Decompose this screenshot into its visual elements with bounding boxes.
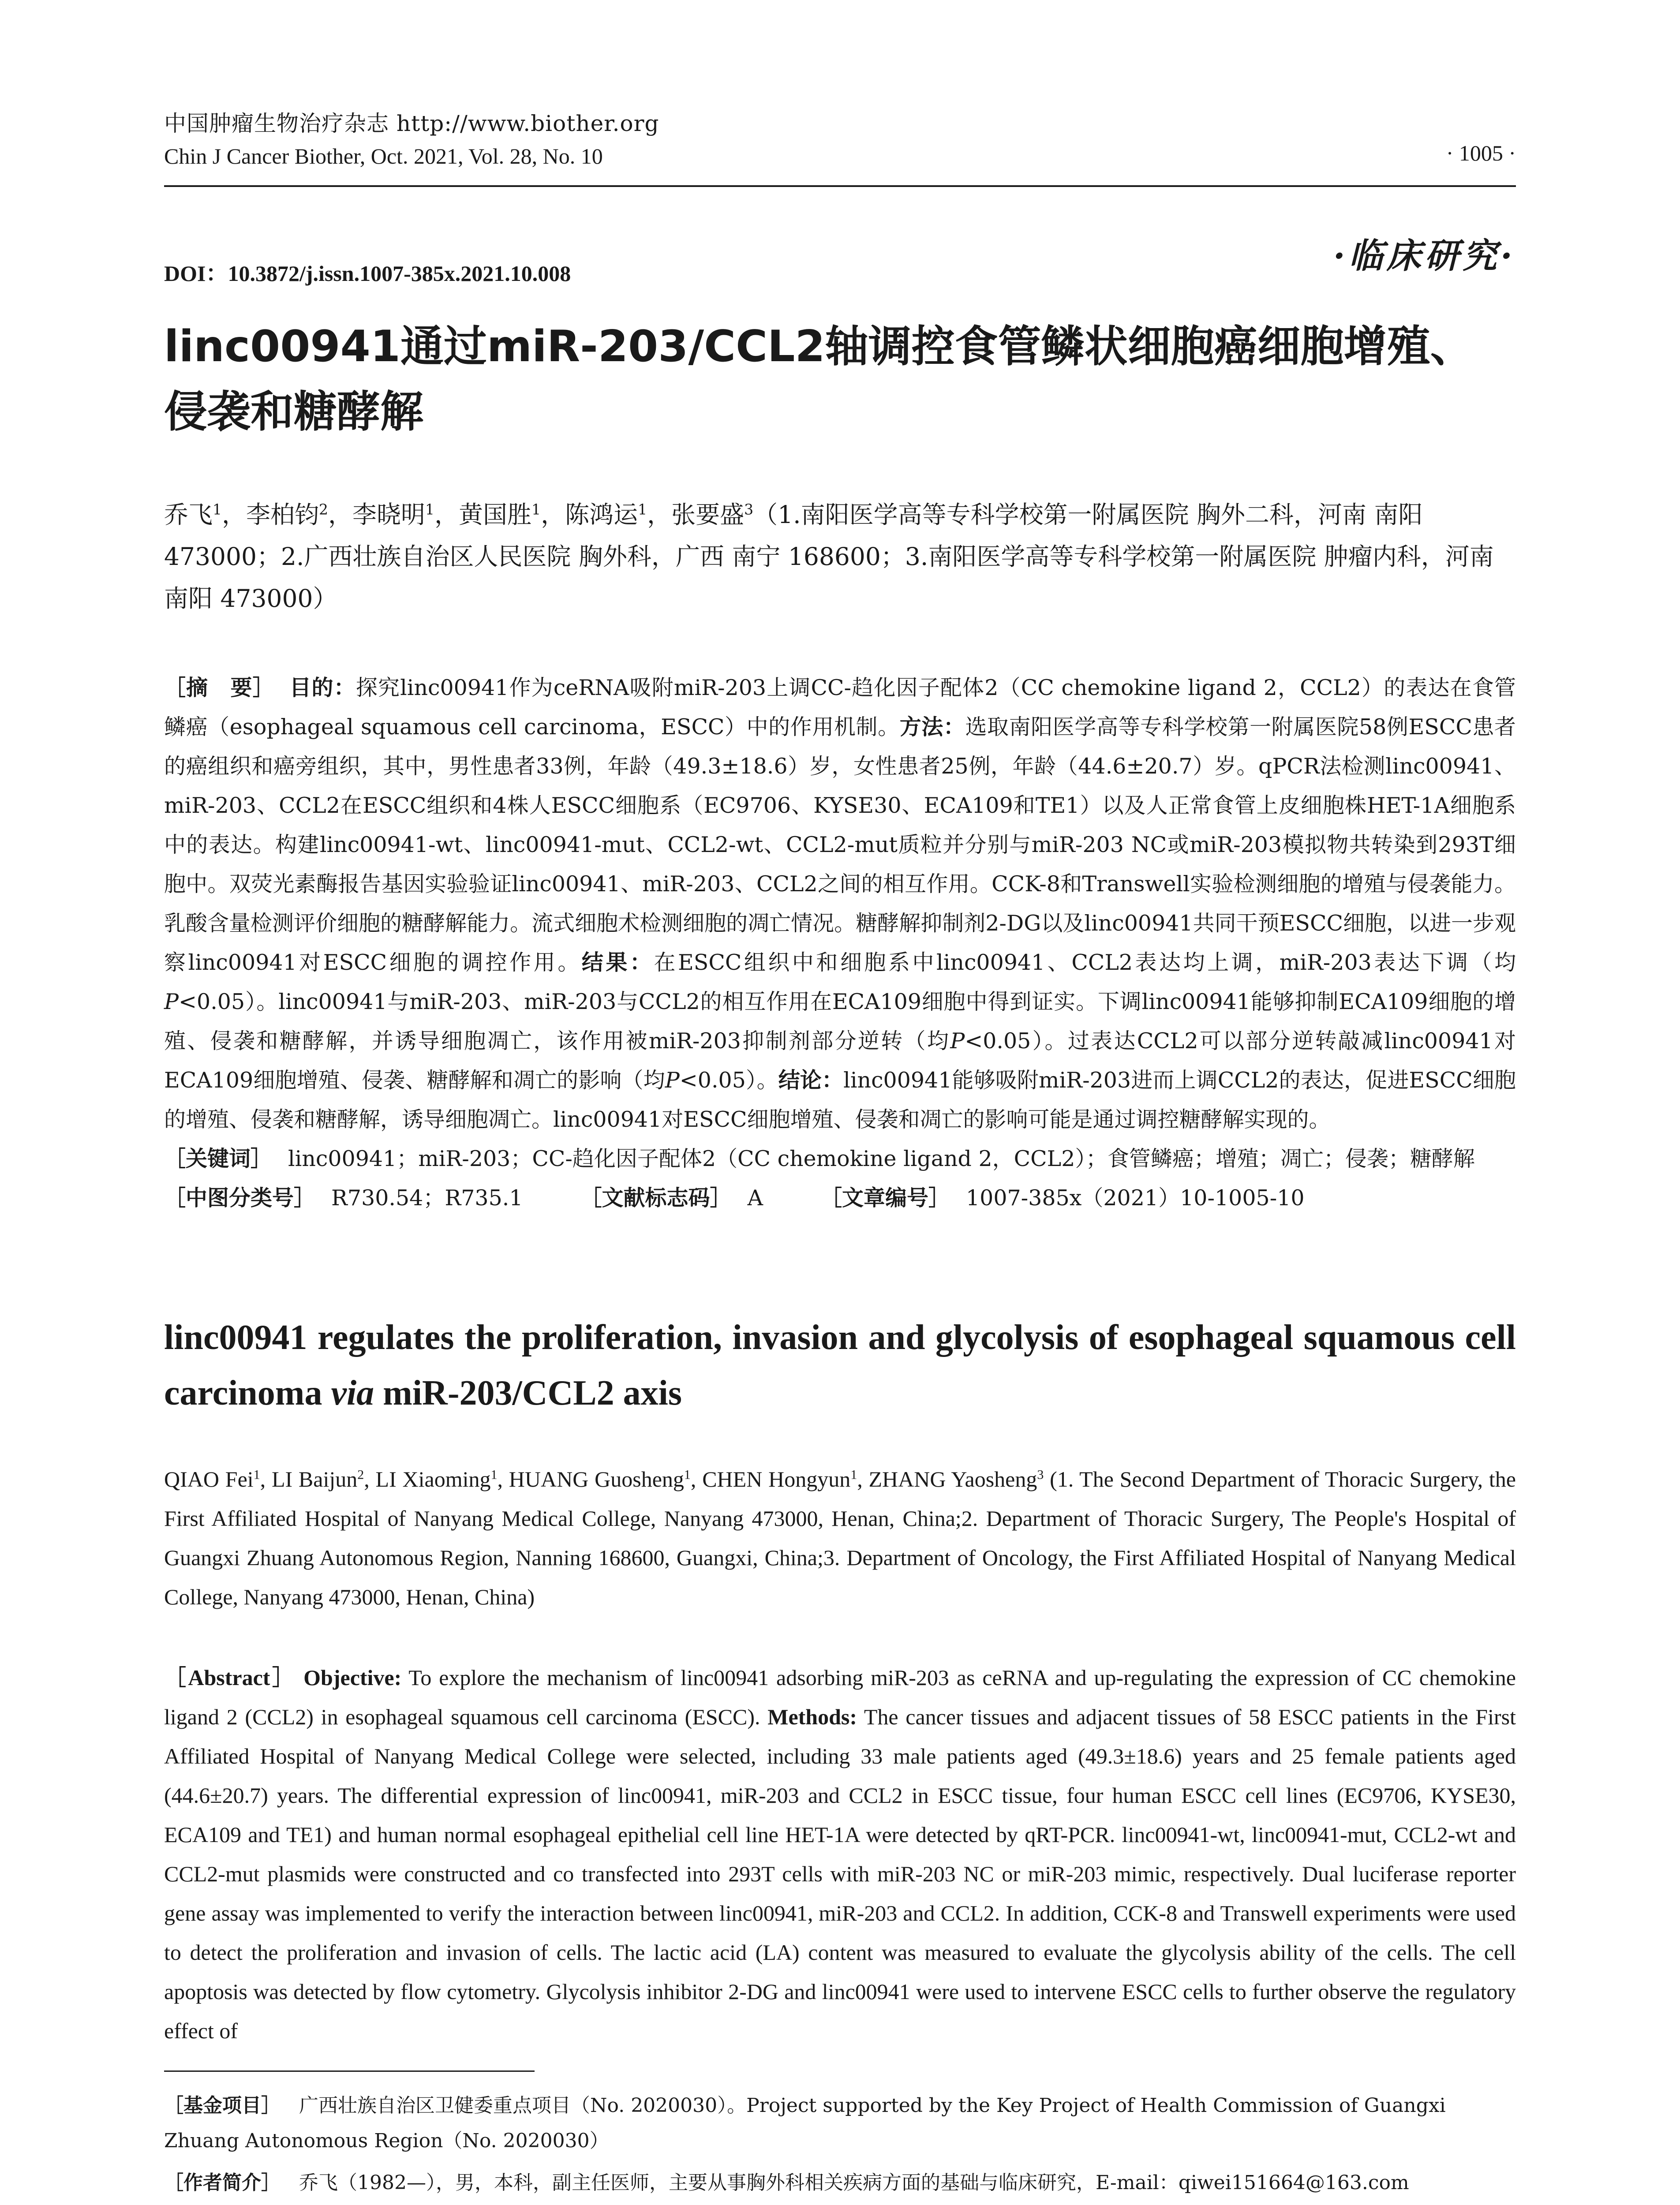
results-text: 在ESCC组织中和细胞系中linc00941、CCL2表达均上调，miR-203表达下调（均: [654, 950, 1516, 975]
page-number: · 1005 ·: [1446, 141, 1516, 165]
affiliation-mark: 1: [638, 501, 647, 518]
footnote-funding: [164, 2088, 1516, 2159]
conclusion-text: linc00941能够吸附miR-203进而上调CCL2的表达，促进ESCC细胞的增殖、侵袭和糖酵解，诱导细胞凋亡。linc00941对ESCC细胞增殖、侵袭和凋亡的影响可能是通过调控糖酵解实现的。: [164, 1068, 1516, 1132]
title-en-text: linc00941 regulates the proliferation, invasion and glycolysis of esophageal squamous cell carcinoma: [164, 1318, 1516, 1413]
doc-code-label: ［文献标志码］: [580, 1185, 732, 1211]
p-symbol: P: [950, 1028, 965, 1054]
doi: DOI：10.3872/j.issn.1007-385x.2021.10.008: [164, 261, 571, 286]
results-text: <0.05）。过表达CCL2可以部分逆转敲减linc00941对ECA109细胞增殖、侵袭、糖酵解和凋亡的影响（均: [164, 1028, 1516, 1093]
footnote-author-bio: [164, 2165, 1516, 2201]
author-bio-label: ［作者简介］: [164, 2171, 281, 2194]
author: , HUANG Guosheng: [497, 1467, 684, 1491]
methods-heading-en: Methods:: [767, 1704, 857, 1729]
objective-text: 探究linc00941作为ceRNA吸附miR-203上调CC-趋化因子配体2（CC chemokine ligand 2，CCL2）的表达在食管鳞癌（esophageal squamous cell carcinoma，ESCC）中的作用机制。: [164, 675, 1516, 740]
abstract-cn-label: ［摘 要］: [164, 675, 275, 700]
affiliation-mark: 3: [744, 501, 754, 518]
author: ，黄国胜: [434, 501, 532, 529]
author: QIAO Fei: [164, 1467, 254, 1491]
affiliation-mark: 2: [319, 501, 329, 518]
authors-cn: [164, 494, 1516, 620]
journal-header-en: Chin J Cancer Biother, Oct. 2021, Vol. 28, No. 10: [164, 144, 603, 168]
author: , CHEN Hongyun: [690, 1467, 851, 1491]
methods-text-en: The cancer tissues and adjacent tissues of 58 ESCC patients in the First Affiliated Hospital of Nanyang Medical College were selected, including 33 male patients aged (49.3±18.6) years and 25 female patients aged (44.6±20.7) years. The differential expression of linc00941, miR-203 and CCL2 in ESCC tissue, four human ESCC cell lines (EC9706, KYSE30, ECA109 and TE1) and human normal esophageal epithelial cell line HET-1A were detected by qRT-PCR. linc00941-wt, linc00941-mut, CCL2-wt and CCL2-mut plasmids were constructed and co transfected into 293T cells with miR-203 NC or miR-203 mimic, respectively. Dual luciferase reporter gene assay was implemented to verify the interaction between linc00941, miR-203 and CCL2. In addition, CCK-8 and Transwell experiments were used to detect the proliferation and invasion of cells. The lactic acid (LA) content was measured to evaluate the glycolysis ability of the cells. The cell apoptosis was detected by flow cytometry. Glycolysis inhibitor 2-DG and linc00941 were used to intervene ESCC cells to further observe the regulatory effect of: [164, 1704, 1516, 2043]
title-en-text: miR-203/CCL2 axis: [374, 1374, 682, 1413]
methods-heading: 方法：: [899, 714, 965, 740]
article-no-label: ［文章编号］: [820, 1185, 950, 1211]
funding-text: 广西壮族自治区卫健委重点项目（No. 2020030）。Project supported by the Key Project of Health Commission of Guangxi Zhuang Autonomous Region（No. 2020030）: [164, 2094, 1446, 2152]
author: , LI Baijun: [260, 1467, 358, 1491]
keywords-label: ［关键词］: [164, 1146, 273, 1171]
abstract-en-label: ［Abstract］: [164, 1665, 296, 1690]
affiliation-mark: 1: [850, 1467, 857, 1482]
results-text: <0.05）。linc00941与miR-203、miR-203与CCL2的相互作用在ECA109细胞中得到证实。下调linc00941能够抑制ECA109细胞的增殖、侵袭和糖酵解，并诱导细胞凋亡，该作用被miR-203抑制剂部分逆转（均: [164, 989, 1516, 1054]
column-label: ·临床研究·: [1333, 236, 1516, 276]
affiliation-mark: 2: [357, 1467, 364, 1482]
affiliation-mark: 3: [1037, 1467, 1044, 1482]
authors-en: [164, 1460, 1516, 1617]
objective-heading-en: Objective:: [303, 1665, 402, 1690]
affiliations-en: (1. The Second Department of Thoracic Surgery, the First Affiliated Hospital of Nanyang Medical College, Nanyang 473000, Henan, China;2. Department of Thoracic Surgery, The People's Hospital of Guangxi Zhuang Autonomous Region, Nanning 168600, Guangxi, China;3. Department of Oncology, the First Affiliated Hospital of Nanyang Medical College, Nanyang 473000, Henan, China): [164, 1467, 1516, 1609]
title-en: [164, 1310, 1516, 1421]
author: ，张要盛: [647, 501, 745, 529]
abstract-en: [164, 1658, 1516, 2051]
objective-text-en: To explore the mechanism of linc00941 adsorbing miR-203 as ceRNA and up-regulating the expression of CC chemokine ligand 2 (CCL2) in esophageal squamous cell carcinoma (ESCC).: [164, 1665, 1516, 1729]
affiliation-mark: 1: [253, 1467, 260, 1482]
footnote-rule: [164, 2070, 535, 2072]
affiliations-cn: （1.南阳医学高等专科学校第一附属医院 胸外二科，河南 南阳 473000；2.广西壮族自治区人民医院 胸外科，广西 南宁 168600；3.南阳医学高等专科学校第一附属医院 肿瘤内科，河南 南阳 473000）: [164, 501, 1494, 613]
title-cn: linc00941通过miR-203/CCL2轴调控食管鳞状细胞癌细胞增殖、侵袭和糖酵解: [164, 321, 1474, 437]
title-en-via: via: [331, 1374, 374, 1413]
abstract-cn-body: [164, 668, 1516, 1139]
author-bio-text: 乔飞（1982—），男，本科，副主任医师，主要从事胸外科相关疾病方面的基础与临床研究，E-mail：qiwei151664@163.com: [299, 2171, 1409, 2194]
results-heading: 结果：: [581, 949, 654, 975]
author: ，李柏钧: [222, 501, 319, 529]
funding-label: ［基金项目］: [164, 2094, 281, 2117]
doc-code-value: A: [747, 1185, 763, 1211]
keywords-text: linc00941；miR-203；CC-趋化因子配体2（CC chemokine ligand 2，CCL2）；食管鳞癌；增殖；凋亡；侵袭；糖酵解: [288, 1146, 1475, 1171]
author: ，李晓明: [328, 501, 426, 529]
p-symbol: P: [665, 1068, 680, 1093]
author: , ZHANG Yaosheng: [857, 1467, 1037, 1491]
affiliation-mark: 1: [490, 1467, 498, 1482]
footnote-corresponding: [164, 2201, 1516, 2205]
affiliation-mark: 1: [684, 1467, 691, 1482]
author: ，陈鸿运: [541, 501, 638, 529]
results-text: <0.05）。: [679, 1068, 778, 1093]
keywords: [164, 1139, 1516, 1178]
affiliation-mark: 1: [425, 501, 435, 518]
article-no-value: 1007-385x（2021）10-1005-10: [965, 1185, 1305, 1211]
abstract-cn: [164, 668, 1516, 1218]
p-symbol: P: [164, 989, 179, 1014]
conclusion-heading: 结论：: [778, 1067, 844, 1093]
clc-label: ［中图分类号］: [164, 1185, 316, 1211]
author: , LI Xiaoming: [364, 1467, 491, 1491]
methods-text: 选取南阳医学高等专科学校第一附属医院58例ESCC患者的癌组织和癌旁组织，其中，男性患者33例，年龄（49.3±18.6）岁，女性患者25例，年龄（44.6±20.7）岁。qPCR法检测linc00941、miR-203、CCL2在ESCC组织和4株人ESCC细胞系（EC9706、KYSE30、ECA109和TE1）以及人正常食管上皮细胞株HET-1A细胞系中的表达。构建linc00941-wt、linc00941-mut、CCL2-wt、CCL2-mut质粒并分别与miR-203 NC或miR-203模拟物共转染到293T细胞中。双荧光素酶报告基因实验验证linc00941、miR-203、CCL2之间的相互作用。CCK-8和Transwell实验检测细胞的增殖与侵袭能力。乳酸含量检测评价细胞的糖酵解能力。流式细胞术检测细胞的凋亡情况。糖酵解抑制剂2-DG以及linc00941共同干预ESCC细胞，以进一步观察linc00941对ESCC细胞的调控作用。: [164, 714, 1516, 975]
affiliation-mark: 1: [213, 501, 222, 518]
header-rule: [164, 185, 1516, 187]
classification-line: [164, 1178, 1516, 1218]
affiliation-mark: 1: [531, 501, 541, 518]
objective-heading: 目的：: [289, 675, 356, 700]
journal-header-cn: 中国肿瘤生物治疗杂志 http://www.biother.org: [164, 111, 659, 136]
clc-value: R730.54；R735.1: [331, 1185, 523, 1211]
author: 乔飞: [164, 501, 213, 529]
